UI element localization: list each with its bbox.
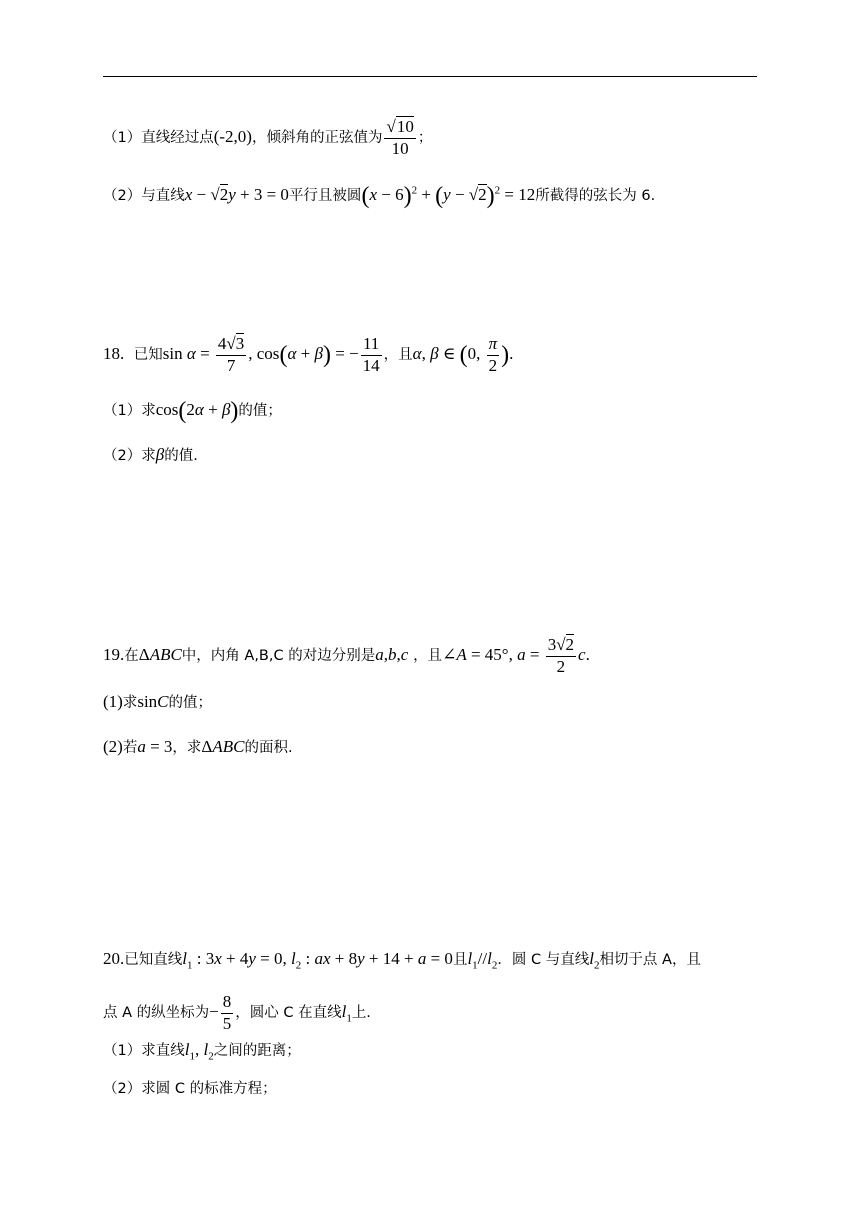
q18-part2: （2）求β的值. <box>103 445 198 464</box>
q20-stem-line1: 20.已知直线$l_1$ : 3x + 4y = 0, $l_2$ : ax + 8y + 14 + a = 0且$l_1//l_2$．圆 C 与直线$l_2$相切于点 A，且 <box>103 949 701 972</box>
equation-circle: $(x - 6)^2 + (y - √2)^2 = 12$ <box>361 183 536 209</box>
q17-part2: （2）与直线x − √2y + 3 = 0平行且被圆$(x - 6)^2 + (y - √2)^2 = 12$所截得的弦长为 6. <box>103 183 656 209</box>
q20-stem-line2: 点 A 的纵坐标为− $\frac{8}{5}$ ，圆心 C 在直线$l_1$上. <box>103 992 371 1033</box>
q20-part2: （2）求圆 C 的标准方程； <box>103 1081 277 1097</box>
equation-q19-condition: ∠A = 45°, a = $\frac{3√2}{2}$ c. <box>442 635 590 676</box>
q19-part2: (2)若a = 3，求ΔABC的面积. <box>103 737 293 756</box>
q19-stem: 19.在ΔABC中，内角 A,B,C 的对边分别是a,b,c ，且∠A = 45°, a = $\frac{3√2}{2}$ c. <box>103 635 590 676</box>
equation-q20-lines: $l_1$ : 3x + 4y = 0, $l_2$ : ax + 8y + 14 + a = 0 <box>182 949 453 972</box>
fraction-sqrt10-over-10: $\frac{√10}{10}$ <box>386 117 414 158</box>
header-rule <box>103 76 757 77</box>
q19-part1: (1)求sinC的值； <box>103 692 213 711</box>
q18-part1: （1）求cos(2α + β)的值； <box>103 398 282 424</box>
q17-part1: （1）直线经过点(-2,0)，倾斜角的正弦值为 $\frac{√10}{10}$ ； <box>103 117 433 158</box>
q18-stem: 18. 已知sin α = $\frac{4√3}{7}$ , cos(α + β) = − $\frac{11}{14}$ ，且α, β ∈ (0, $\frac{\pi}{2}$ ). <box>103 334 514 375</box>
q20-part1: （1）求直线$l_1$, $l_2$之间的距离； <box>103 1040 301 1063</box>
equation-line: x − √2y + 3 = 0 <box>184 184 289 204</box>
equation-q18-condition: sin α = $\frac{4√3}{7}$ , cos(α + β) = − $\frac{11}{14}$ <box>162 334 380 375</box>
